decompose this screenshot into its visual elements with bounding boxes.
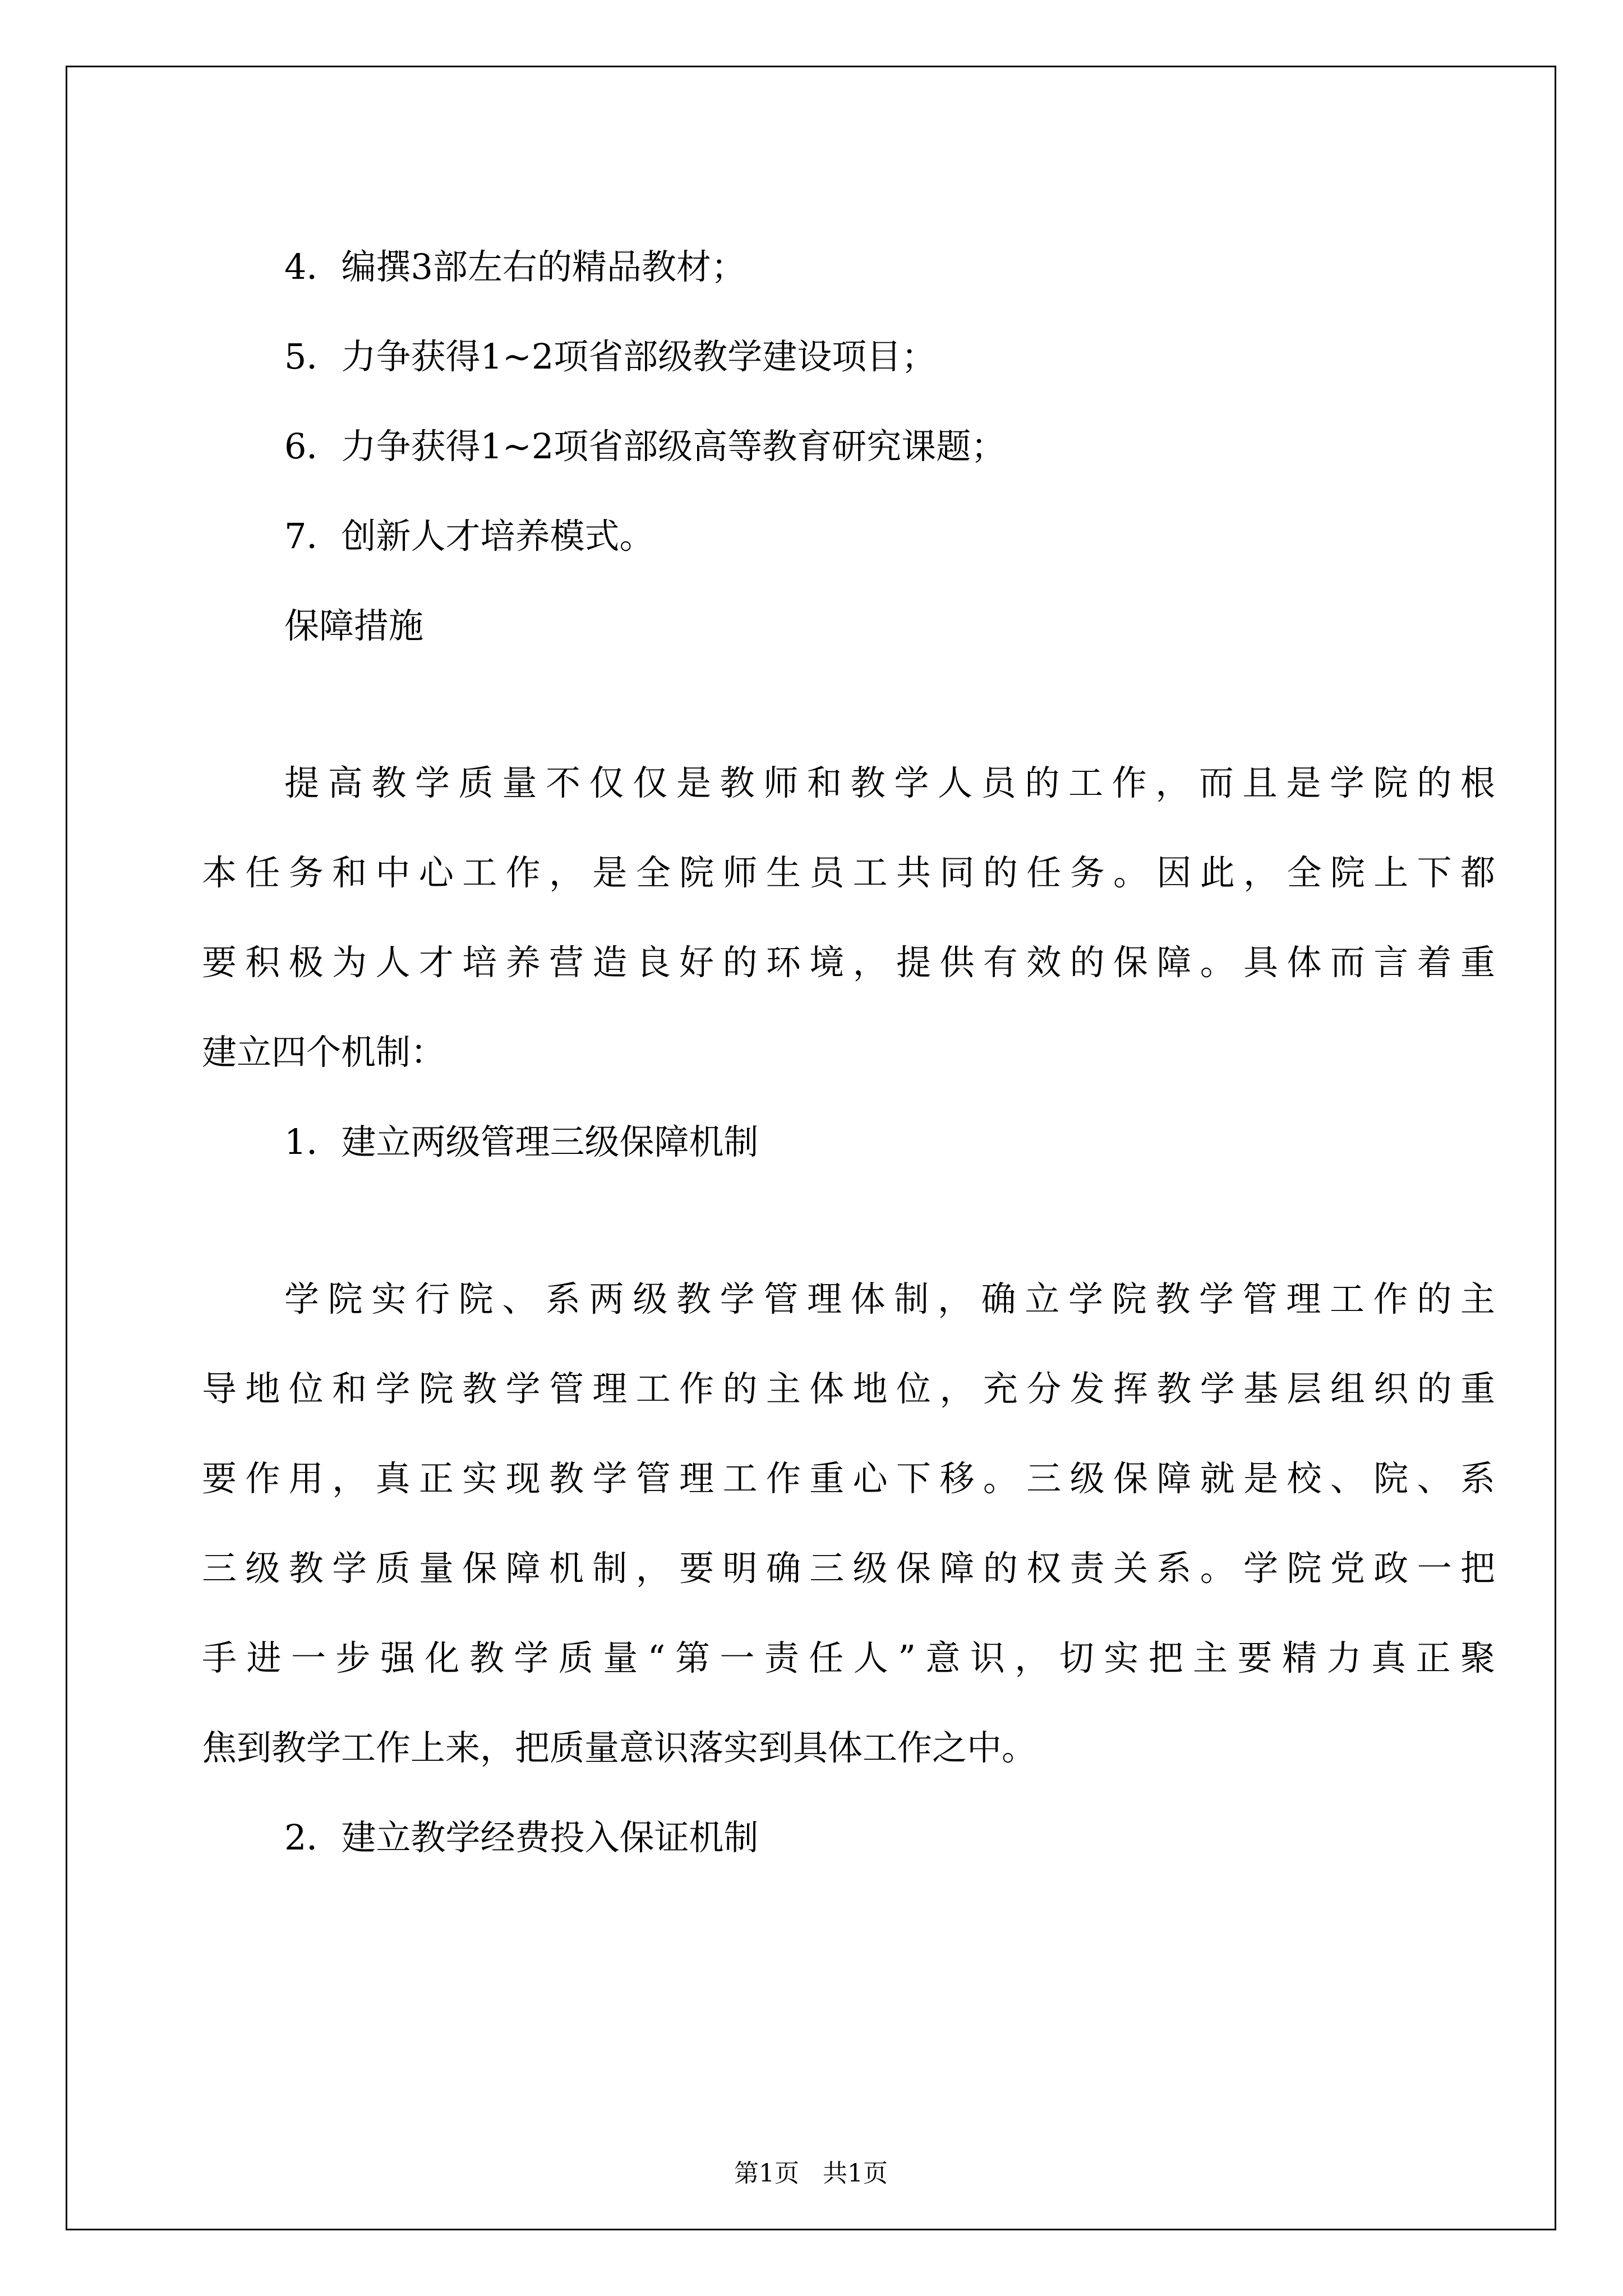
- subheading-1: 1．建立两级管理三级保障机制: [284, 1121, 759, 1162]
- paragraph-line: 三级教学质量保障机制，要明确三级保障的权责关系。学院党政一把: [202, 1548, 1495, 1589]
- paragraph-line: 本任务和中心工作，是全院师生员工共同的任务。因此，全院上下都: [202, 852, 1495, 893]
- section-heading: 保障措施: [284, 605, 424, 646]
- paragraph-line: 要作用，真正实现教学管理工作重心下移。三级保障就是校、院、系: [202, 1458, 1495, 1499]
- paragraph-line: 学院实行院、系两级教学管理体制，确立学院教学管理工作的主: [284, 1278, 1495, 1319]
- paragraph-line: 焦到教学工作上来，把质量意识落实到具体工作之中。: [202, 1727, 1037, 1768]
- list-item-4: 4．编撰3部左右的精品教材；: [284, 246, 746, 287]
- subheading-2: 2．建立教学经费投入保证机制: [284, 1817, 759, 1858]
- list-item-5: 5．力争获得1~2项省部级教学建设项目；: [284, 336, 937, 377]
- page-footer: 第1页 共1页: [734, 2159, 888, 2188]
- list-item-7: 7．创新人才培养模式。: [284, 516, 654, 556]
- paragraph-line: 手进一步强化教学质量“第一责任人”意识，切实把主要精力真正聚: [202, 1637, 1495, 1678]
- paragraph-line: 要积极为人才培养营造良好的环境，提供有效的保障。具体而言着重: [202, 942, 1495, 983]
- list-item-6: 6．力争获得1~2项省部级高等教育研究课题；: [284, 426, 1006, 467]
- paragraph-line: 建立四个机制：: [202, 1032, 446, 1073]
- paragraph-line: 导地位和学院教学管理工作的主体地位，充分发挥教学基层组织的重: [202, 1368, 1495, 1409]
- document-page: [66, 66, 1556, 2230]
- paragraph-line: 提高教学质量不仅仅是教师和教学人员的工作，而且是学院的根: [284, 762, 1495, 803]
